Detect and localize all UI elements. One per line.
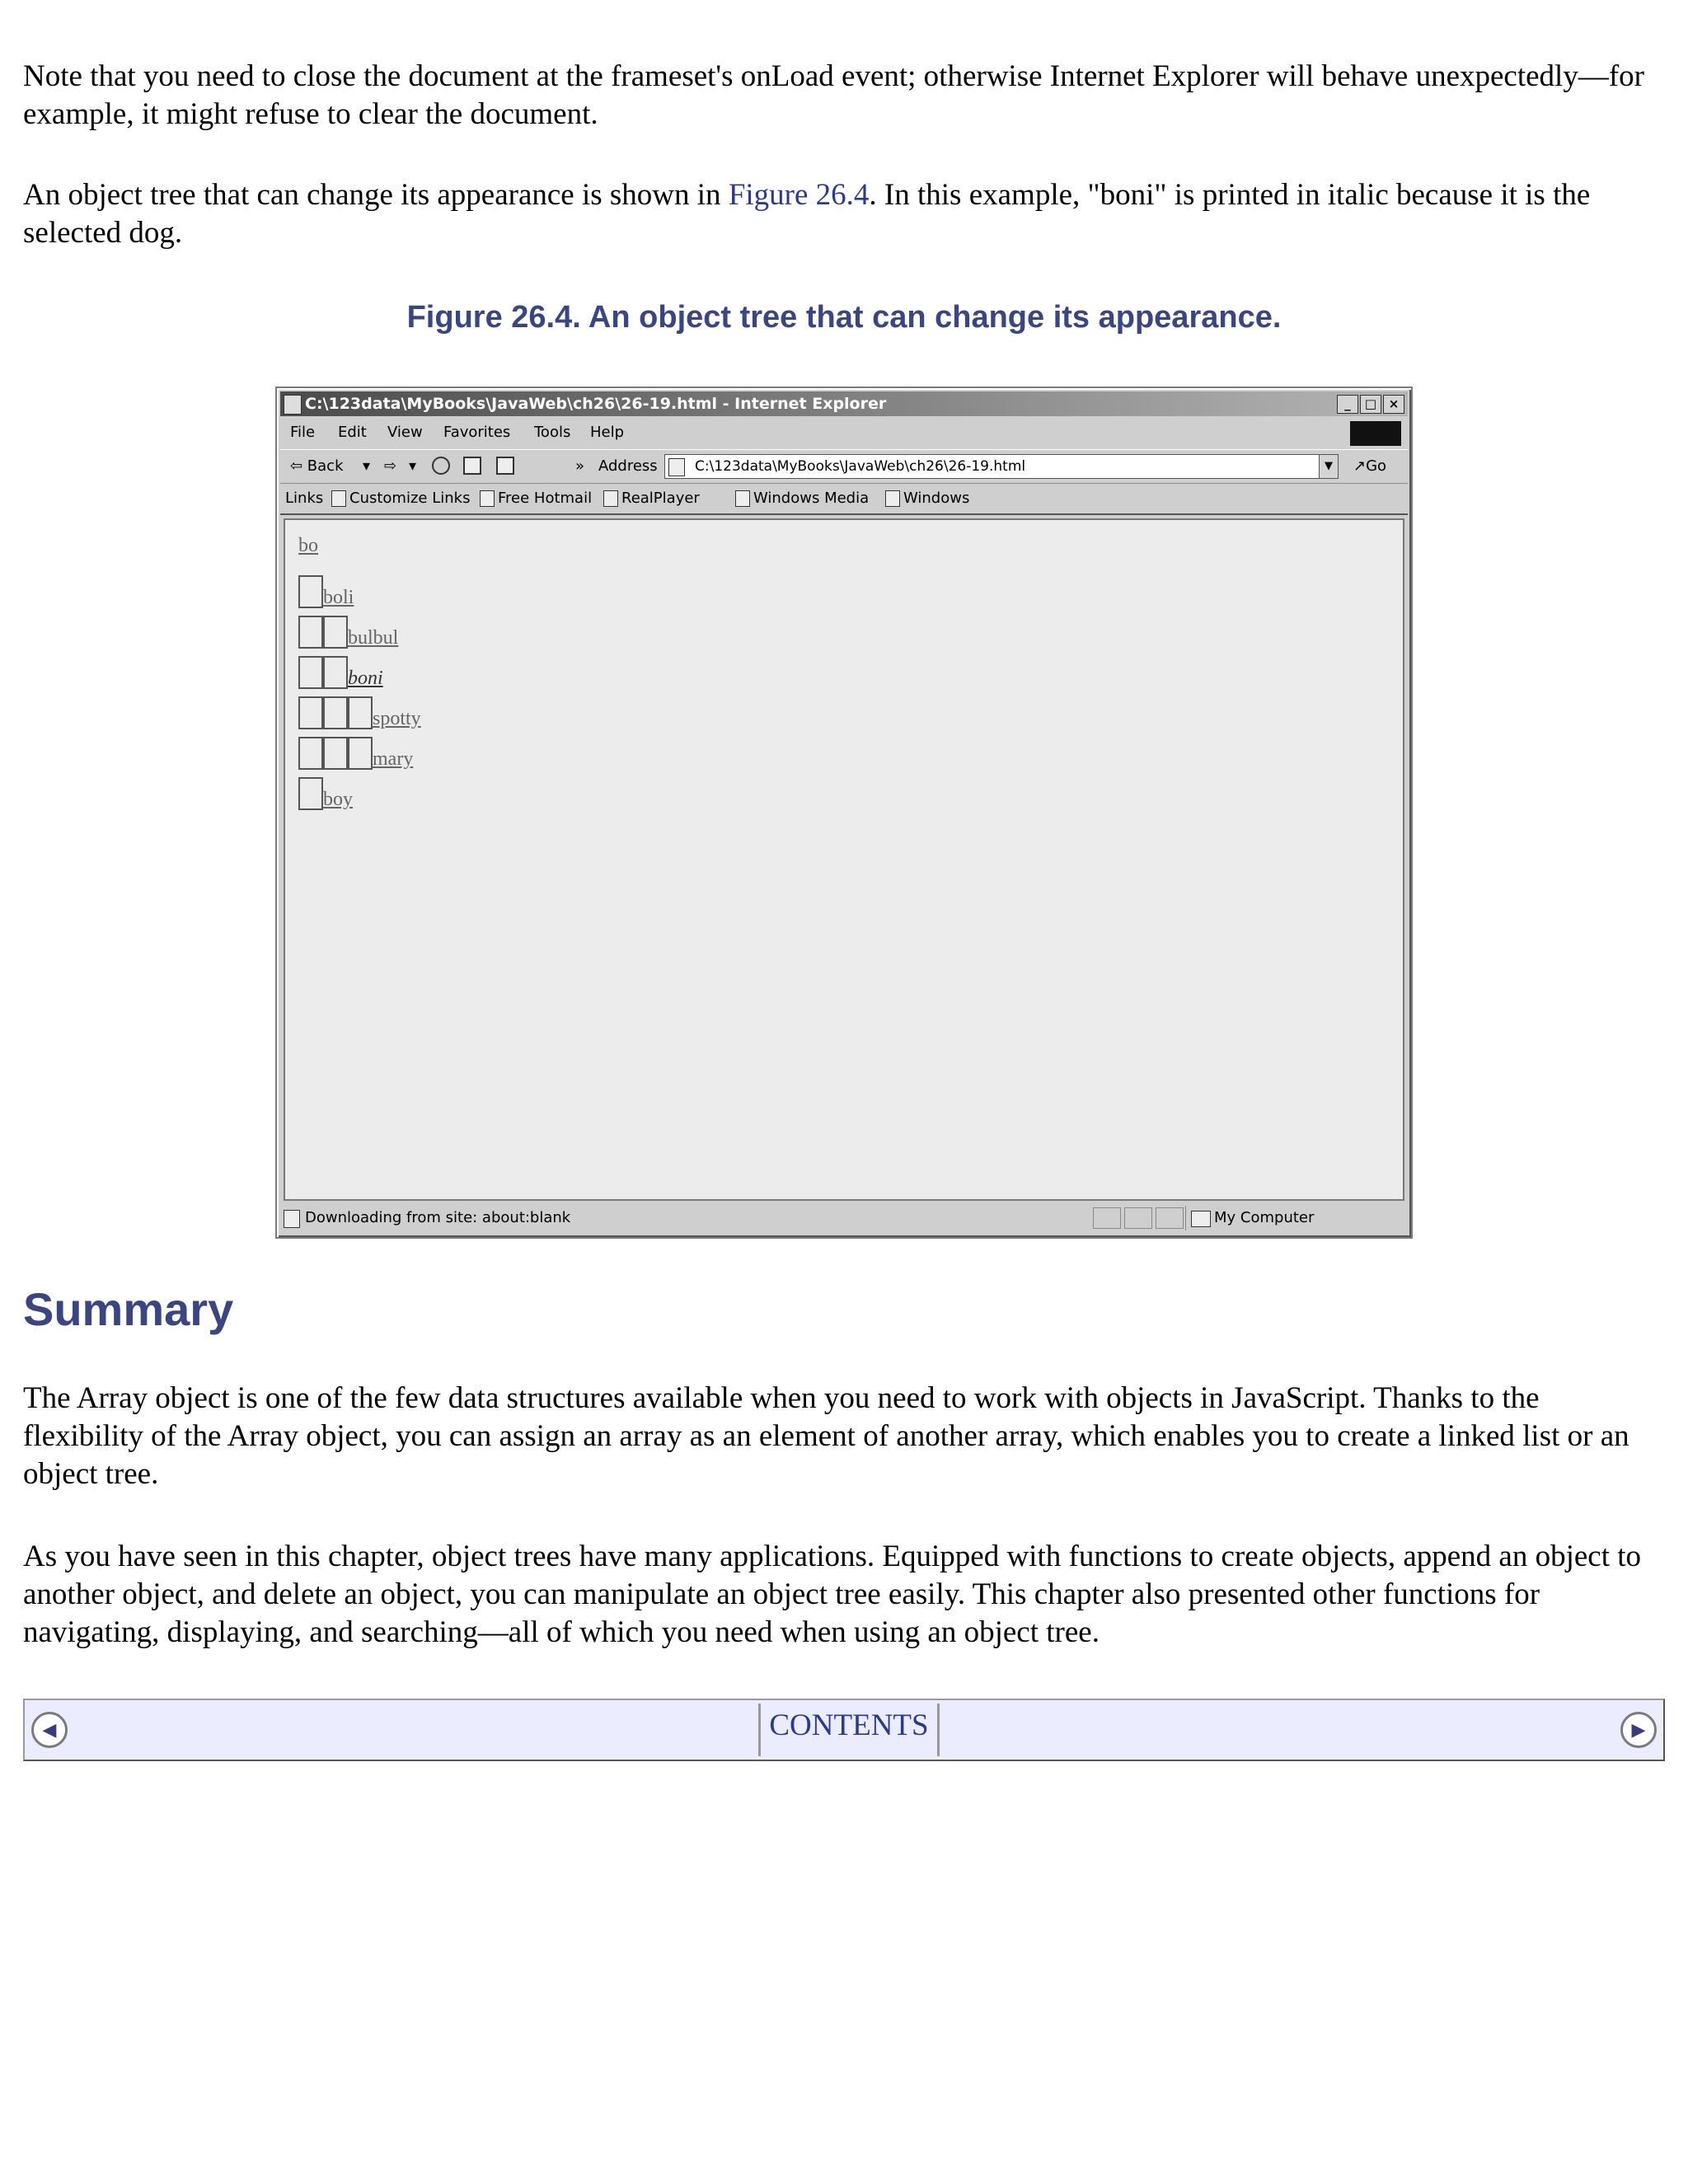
tree-indent-box (348, 737, 373, 770)
links-bar (280, 484, 1408, 515)
previous-page-icon[interactable]: ◀ (31, 1712, 68, 1748)
stop-icon[interactable] (432, 457, 450, 475)
link-windows-media-label: Windows Media (753, 490, 870, 507)
tree-indent-box (298, 737, 323, 770)
ie-page-icon (284, 395, 302, 415)
computer-icon (1191, 1211, 1211, 1227)
link-windows-media[interactable] (735, 484, 869, 513)
close-button[interactable]: × (1383, 395, 1404, 414)
link-customize-links-label: Customize Links (349, 490, 471, 507)
refresh-icon[interactable] (463, 457, 481, 475)
status-pane (1124, 1207, 1152, 1229)
tree-indent-box (348, 696, 373, 729)
tree-node-label[interactable]: boni (348, 668, 383, 689)
tree-indent-box (323, 696, 348, 729)
paragraph-figure-intro (23, 176, 1663, 252)
link-customize-links[interactable] (331, 484, 470, 513)
address-value: C:\123data\MyBooks\JavaWeb\ch26\26-19.html (695, 458, 1026, 475)
summary-paragraph-1: The Array object is one of the few data structures available when you need to work with objects in JavaScript. Thanks to the flexibility of the Array object, you can assign an array as an element of another array, which enables you to create a linked list or an object tree. (23, 1381, 1629, 1491)
menu-favorites[interactable]: Favorites (443, 424, 511, 441)
realplayer-icon (603, 490, 618, 507)
tree-indent-box (298, 575, 323, 608)
tree-indent-box (298, 696, 323, 729)
address-input[interactable] (664, 454, 1339, 479)
status-bar (280, 1202, 1408, 1234)
paragraph-figure-intro-text: An object tree that can change its appearance is shown in (23, 178, 729, 212)
tree-node-label[interactable]: spotty (373, 708, 421, 729)
menu-file[interactable]: File (290, 424, 316, 441)
menu-help[interactable]: Help (590, 424, 625, 441)
figure-26-4-link[interactable]: Figure 26.4 (728, 178, 870, 212)
tree-node-label[interactable]: boy (323, 789, 353, 810)
tree-indent-box (298, 777, 323, 810)
tree-node-label[interactable]: boli (323, 587, 354, 608)
menu-view[interactable]: View (387, 424, 423, 441)
address-dropdown-icon[interactable]: ▼ (1319, 455, 1338, 478)
security-zone (1185, 1206, 1384, 1230)
contents-link[interactable]: CONTENTS (758, 1704, 940, 1756)
link-realplayer[interactable] (603, 484, 700, 513)
menu-edit[interactable]: Edit (338, 424, 367, 441)
link-free-hotmail-label: Free Hotmail (498, 490, 593, 507)
menu-bar (280, 418, 1408, 448)
forward-button[interactable]: ⇨ (384, 457, 397, 475)
tree-indent-box (298, 656, 323, 689)
back-button[interactable]: ⇦ Back (290, 457, 344, 475)
home-icon[interactable] (496, 457, 514, 475)
toolbar-chevron-icon[interactable]: » (575, 457, 585, 475)
menu-tools[interactable]: Tools (534, 424, 571, 441)
minimize-button[interactable]: _ (1337, 395, 1358, 414)
window-title: C:\123data\MyBooks\JavaWeb\ch26\26-19.html - Internet Explorer (305, 395, 887, 413)
zone-label: My Computer (1214, 1209, 1315, 1226)
standard-toolbar (280, 449, 1408, 484)
tree-node-label[interactable]: bo (298, 535, 318, 556)
link-page-icon (480, 490, 495, 507)
page-content (284, 518, 1404, 1201)
go-button[interactable]: ↗Go (1353, 457, 1387, 475)
tree-indent-box (298, 616, 323, 649)
maximize-button[interactable]: □ (1360, 395, 1381, 414)
tree-indent-box (323, 616, 348, 649)
tree-indent-box (323, 656, 348, 689)
next-page-icon[interactable]: ▶ (1620, 1712, 1657, 1748)
status-pane (1093, 1207, 1121, 1229)
page-icon (668, 458, 685, 476)
forward-dropdown-icon[interactable]: ▾ (409, 457, 417, 475)
status-page-icon (284, 1210, 300, 1228)
ie-logo-throbber (1350, 421, 1401, 446)
link-page-icon (885, 490, 900, 507)
title-bar (280, 391, 1408, 416)
paragraph-figure-intro-text-end: . In this example, "boni" is printed in italic because it is the selected dog. (23, 178, 1591, 250)
status-text: Downloading from site: about:blank (305, 1209, 571, 1226)
back-dropdown-icon[interactable]: ▾ (363, 457, 371, 475)
browser-screenshot (275, 387, 1413, 1239)
address-label: Address (598, 457, 658, 475)
paragraph-close-document: Note that you need to close the document at the frameset's onLoad event; otherwise Internet Explorer will behave unexpectedly—for example, it might refuse to clear the document. (23, 59, 1644, 131)
tree-indent-box (323, 737, 348, 770)
figure-caption: Figure 26.4. An object tree that can change its appearance. (406, 300, 1282, 335)
links-label: Links (285, 490, 324, 507)
link-free-hotmail[interactable] (480, 484, 592, 513)
summary-heading: Summary (23, 1283, 234, 1335)
summary-paragraph-2: As you have seen in this chapter, object trees have many applications. Equipped with functions to create objects, append an object to another object, and delete an object, you can manipulate an object tree easily. This chapter also presented other functions for navigating, displaying, and searching—all of which you need when using an object tree. (23, 1540, 1642, 1649)
link-windows[interactable] (885, 484, 969, 513)
link-page-icon (331, 490, 346, 507)
link-realplayer-label: RealPlayer (621, 490, 700, 507)
tree-node-label[interactable]: bulbul (348, 627, 399, 649)
page-navigation (23, 1699, 1665, 1761)
link-page-icon (735, 490, 750, 507)
link-windows-label: Windows (903, 490, 970, 507)
status-pane (1156, 1207, 1184, 1229)
tree-node-label[interactable]: mary (373, 748, 414, 770)
